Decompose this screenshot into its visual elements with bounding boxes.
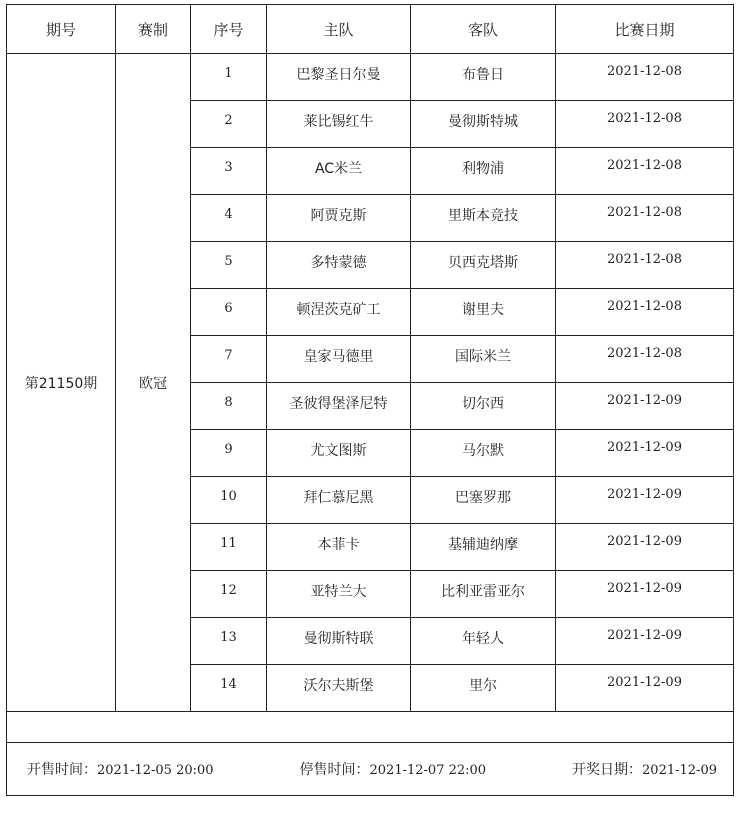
away-team-cell: 比利亚雷亚尔 [411, 571, 556, 618]
sale-stop-value: 2021-12-07 22:00 [369, 763, 487, 778]
header-row [7, 5, 734, 54]
match-date-cell: 2021-12-08 [556, 289, 734, 336]
home-team-cell: 亚特兰大 [267, 571, 411, 618]
sale-start [27, 759, 214, 779]
home-team-cell: 多特蒙德 [267, 242, 411, 289]
sale-start-value: 2021-12-05 20:00 [97, 763, 214, 778]
match-date-cell: 2021-12-09 [556, 524, 734, 571]
schedule-table [6, 4, 734, 796]
away-team-cell: 布鲁日 [411, 54, 556, 101]
away-team-cell: 国际米兰 [411, 336, 556, 383]
header-format: 赛制 [116, 5, 191, 54]
home-team-cell: 巴黎圣日尔曼 [267, 54, 411, 101]
header-home: 主队 [267, 5, 411, 54]
home-team-cell: AC米兰 [267, 148, 411, 195]
seq-cell: 13 [191, 618, 267, 665]
home-team-cell: 曼彻斯特联 [267, 618, 411, 665]
match-date-cell: 2021-12-08 [556, 195, 734, 242]
seq-cell: 12 [191, 571, 267, 618]
away-team-cell: 利物浦 [411, 148, 556, 195]
match-date-cell: 2021-12-09 [556, 477, 734, 524]
seq-cell: 9 [191, 430, 267, 477]
header-date: 比赛日期 [556, 5, 734, 54]
home-team-cell: 圣彼得堡泽尼特 [267, 383, 411, 430]
home-team-cell: 沃尔夫斯堡 [267, 665, 411, 712]
away-team-cell: 年轻人 [411, 618, 556, 665]
match-date-cell: 2021-12-09 [556, 430, 734, 477]
period-cell: 第21150期 [7, 54, 116, 712]
home-team-cell: 莱比锡红牛 [267, 101, 411, 148]
match-date-cell: 2021-12-08 [556, 336, 734, 383]
home-team-cell: 阿贾克斯 [267, 195, 411, 242]
blank-row [7, 712, 734, 743]
away-team-cell: 基辅迪纳摩 [411, 524, 556, 571]
seq-cell: 6 [191, 289, 267, 336]
header-away: 客队 [411, 5, 556, 54]
away-team-cell: 里尔 [411, 665, 556, 712]
seq-cell: 8 [191, 383, 267, 430]
match-date-cell: 2021-12-09 [556, 383, 734, 430]
match-date-cell: 2021-12-08 [556, 54, 734, 101]
seq-cell: 3 [191, 148, 267, 195]
seq-cell: 2 [191, 101, 267, 148]
seq-cell: 5 [191, 242, 267, 289]
seq-cell: 11 [191, 524, 267, 571]
seq-cell: 7 [191, 336, 267, 383]
sale-stop-label: 停售时间： [299, 762, 370, 778]
sale-stop [300, 759, 487, 779]
match-date-cell: 2021-12-08 [556, 148, 734, 195]
format-cell: 欧冠 [116, 54, 191, 712]
match-date-cell: 2021-12-08 [556, 242, 734, 289]
away-team-cell: 切尔西 [411, 383, 556, 430]
draw-date [572, 759, 717, 779]
match-date-cell: 2021-12-09 [556, 571, 734, 618]
footer-row [7, 743, 734, 796]
away-team-cell: 巴塞罗那 [411, 477, 556, 524]
match-date-cell: 2021-12-09 [556, 665, 734, 712]
home-team-cell: 拜仁慕尼黑 [267, 477, 411, 524]
seq-cell: 4 [191, 195, 267, 242]
match-date-cell: 2021-12-09 [556, 618, 734, 665]
away-team-cell: 马尔默 [411, 430, 556, 477]
match-list [7, 54, 734, 712]
home-team-cell: 本菲卡 [267, 524, 411, 571]
draw-date-value: 2021-12-09 [642, 763, 717, 778]
sale-start-label: 开售时间： [27, 762, 97, 778]
home-team-cell: 皇家马德里 [267, 336, 411, 383]
home-team-cell: 顿涅茨克矿工 [267, 289, 411, 336]
away-team-cell: 贝西克塔斯 [411, 242, 556, 289]
table-row [7, 54, 734, 101]
home-team-cell: 尤文图斯 [267, 430, 411, 477]
draw-date-label: 开奖日期： [572, 762, 643, 778]
away-team-cell: 谢里夫 [411, 289, 556, 336]
match-date-cell: 2021-12-08 [556, 101, 734, 148]
away-team-cell: 里斯本竞技 [411, 195, 556, 242]
sale-info [7, 759, 733, 779]
away-team-cell: 曼彻斯特城 [411, 101, 556, 148]
header-seq: 序号 [191, 5, 267, 54]
header-period: 期号 [7, 5, 116, 54]
seq-cell: 14 [191, 665, 267, 712]
seq-cell: 1 [191, 54, 267, 101]
seq-cell: 10 [191, 477, 267, 524]
